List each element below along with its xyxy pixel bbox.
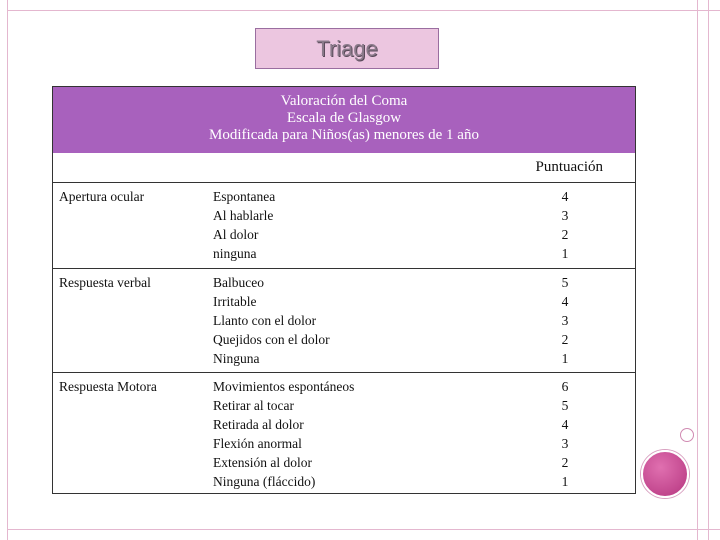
item: Retirar al tocar — [213, 398, 294, 413]
item: Ninguna (fláccido) — [213, 474, 316, 489]
category-label: Apertura ocular — [59, 189, 145, 204]
item: Retirada al dolor — [213, 417, 304, 432]
scores-list — [558, 187, 572, 263]
item: Ninguna — [213, 351, 260, 366]
score: 1 — [561, 474, 569, 489]
score: 4 — [561, 417, 569, 432]
table-row-respuesta-motora — [53, 373, 635, 493]
item: Extensión al dolor — [213, 455, 312, 470]
slide-title: Triage — [316, 35, 378, 61]
table-row-respuesta-verbal — [53, 269, 635, 373]
slide-frame-right — [697, 0, 709, 540]
decorative-small-circle — [680, 428, 694, 442]
slide-frame-bottom — [7, 529, 720, 530]
category-label: Respuesta Motora — [59, 379, 157, 394]
header-line-2: Escala de Glasgow — [286, 110, 402, 126]
score: 4 — [561, 294, 569, 309]
table-header — [53, 87, 635, 153]
score-column-label: Puntuación — [535, 159, 603, 175]
glasgow-table — [52, 86, 636, 494]
slide-title-box — [255, 28, 439, 69]
decorative-large-circle — [641, 450, 689, 498]
slide-frame-left — [7, 0, 8, 540]
score: 3 — [561, 313, 569, 328]
score: 2 — [561, 455, 569, 470]
score: 3 — [561, 436, 569, 451]
score: 5 — [561, 398, 569, 413]
item: Flexión anormal — [213, 436, 302, 451]
score: 1 — [561, 351, 569, 366]
score: 4 — [561, 189, 569, 204]
item: ninguna — [213, 246, 257, 261]
score: 3 — [561, 208, 569, 223]
items-list — [213, 377, 354, 491]
score-column-header — [53, 153, 635, 183]
header-line-3: Modificada para Niños(as) menores de 1 año — [209, 127, 479, 143]
slide-frame-top — [7, 10, 720, 11]
item: Movimientos espontáneos — [213, 379, 355, 394]
item: Llanto con el dolor — [213, 313, 317, 328]
table-row-apertura-ocular — [53, 183, 635, 269]
item: Espontanea — [213, 189, 276, 204]
item: Quejidos con el dolor — [213, 332, 330, 347]
header-line-1: Valoración del Coma — [280, 93, 408, 109]
scores-list — [558, 273, 572, 368]
items-list — [213, 187, 275, 263]
score: 2 — [561, 332, 569, 347]
category-label: Respuesta verbal — [59, 275, 151, 290]
items-list — [213, 273, 330, 368]
item: Balbuceo — [213, 275, 264, 290]
score: 5 — [561, 275, 569, 290]
item: Irritable — [213, 294, 257, 309]
score: 1 — [561, 246, 569, 261]
item: Al hablarle — [213, 208, 274, 223]
scores-list — [558, 377, 572, 491]
item: Al dolor — [213, 227, 259, 242]
score: 6 — [561, 379, 569, 394]
score: 2 — [561, 227, 569, 242]
